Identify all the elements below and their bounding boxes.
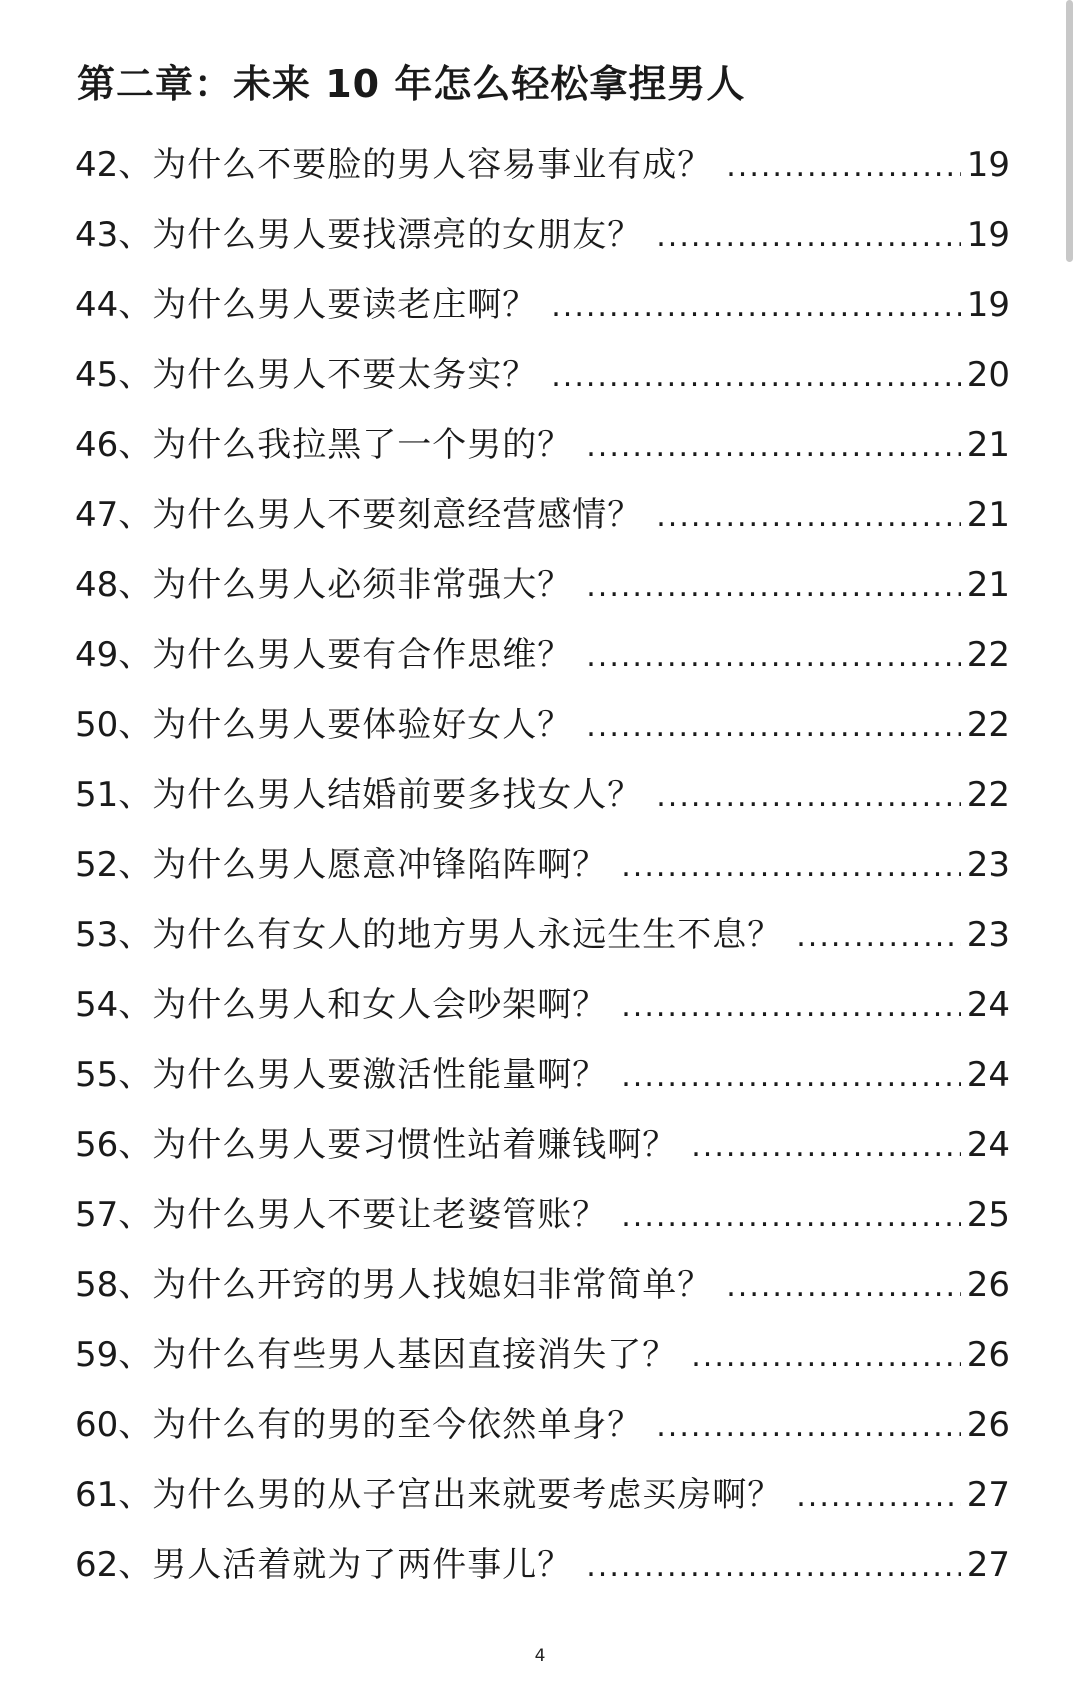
dot-leader <box>656 1392 960 1462</box>
toc-entry-title: 为什么男人愿意冲锋陷阵啊？ <box>152 845 608 885</box>
toc-entry[interactable] <box>75 480 1010 550</box>
toc-entry-page: 21 <box>966 565 1010 605</box>
dot-leader <box>621 832 960 902</box>
toc-entry-number: 54、 <box>75 985 153 1025</box>
toc-entry-title: 为什么男人不要刻意经营感情？ <box>152 495 643 535</box>
toc-entry-number: 55、 <box>75 1055 153 1095</box>
dot-leader <box>726 132 960 202</box>
dot-leader <box>621 1182 960 1252</box>
toc-entry-number: 61、 <box>75 1475 153 1515</box>
toc-entry[interactable] <box>75 1320 1010 1390</box>
toc-entry-number: 52、 <box>75 845 153 885</box>
toc-entry[interactable] <box>75 410 1010 480</box>
toc-entry-title: 为什么男人不要太务实？ <box>152 355 538 395</box>
toc-entry-number: 57、 <box>75 1195 153 1235</box>
dot-leader <box>551 272 960 342</box>
toc-entry-title: 为什么有女人的地方男人永远生生不息？ <box>152 915 783 955</box>
footer-page-number: 4 <box>534 1646 546 1666</box>
toc-entry-number: 53、 <box>75 915 153 955</box>
toc-entry[interactable] <box>75 970 1010 1040</box>
dot-leader <box>586 692 960 762</box>
toc-entry[interactable] <box>75 550 1010 620</box>
toc-entry-title: 为什么有的男的至今依然单身？ <box>152 1405 643 1445</box>
dot-leader <box>691 1112 960 1182</box>
toc-entry[interactable] <box>75 340 1010 410</box>
toc-entry[interactable] <box>75 760 1010 830</box>
toc-entry-title: 为什么男人要找漂亮的女朋友？ <box>152 215 643 255</box>
toc-entry[interactable] <box>75 1390 1010 1460</box>
toc-entry[interactable] <box>75 1110 1010 1180</box>
toc-entry-title: 为什么男人要激活性能量啊？ <box>152 1055 608 1095</box>
toc-entry[interactable] <box>75 1460 1010 1530</box>
dot-leader <box>586 552 960 622</box>
toc-entry[interactable] <box>75 130 1010 200</box>
toc-entry-page: 22 <box>966 635 1010 675</box>
toc-entry-title: 男人活着就为了两件事儿？ <box>152 1545 573 1585</box>
toc-entry-page: 24 <box>966 985 1010 1025</box>
dot-leader <box>586 1532 960 1602</box>
toc-entry-page: 21 <box>966 495 1010 535</box>
toc-entry-number: 60、 <box>75 1405 153 1445</box>
toc-entry-title: 为什么开窍的男人找媳妇非常简单？ <box>152 1265 713 1305</box>
toc-entry-page: 26 <box>966 1405 1010 1445</box>
toc-entry-title: 为什么男人要习惯性站着赚钱啊？ <box>152 1125 678 1165</box>
toc-entry-title: 为什么男的从子宫出来就要考虑买房啊？ <box>152 1475 783 1515</box>
dot-leader <box>726 1252 960 1322</box>
vertical-scrollbar[interactable] <box>1062 0 1076 268</box>
toc-entry-number: 42、 <box>75 145 153 185</box>
toc-entry-page: 20 <box>966 355 1010 395</box>
dot-leader <box>586 622 960 692</box>
toc-entry-page: 26 <box>966 1335 1010 1375</box>
toc-entry-number: 59、 <box>75 1335 153 1375</box>
chapter-title: 第二章：未来 10 年怎么轻松拿捏男人 <box>77 62 746 106</box>
toc-entry-title: 为什么男人不要让老婆管账？ <box>152 1195 608 1235</box>
toc-entry-number: 45、 <box>75 355 153 395</box>
toc-entry-page: 22 <box>966 775 1010 815</box>
toc-entry-number: 43、 <box>75 215 153 255</box>
toc-entry[interactable] <box>75 1530 1010 1600</box>
toc-entry-title: 为什么男人和女人会吵架啊？ <box>152 985 608 1025</box>
toc-entry-title: 为什么男人要体验好女人？ <box>152 705 573 745</box>
dot-leader <box>796 902 960 972</box>
toc-entry-page: 27 <box>966 1475 1010 1515</box>
toc-entry-number: 56、 <box>75 1125 153 1165</box>
table-of-contents <box>75 130 1010 1600</box>
toc-entry-title: 为什么男人要读老庄啊？ <box>152 285 538 325</box>
toc-entry-page: 23 <box>966 845 1010 885</box>
dot-leader <box>691 1322 960 1392</box>
toc-entry-page: 27 <box>966 1545 1010 1585</box>
toc-entry-page: 24 <box>966 1055 1010 1095</box>
dot-leader <box>621 1042 960 1112</box>
dot-leader <box>656 482 960 552</box>
toc-entry-page: 19 <box>966 145 1010 185</box>
toc-entry-page: 22 <box>966 705 1010 745</box>
toc-entry[interactable] <box>75 270 1010 340</box>
toc-entry-title: 为什么有些男人基因直接消失了？ <box>152 1335 678 1375</box>
dot-leader <box>586 412 960 482</box>
toc-entry[interactable] <box>75 900 1010 970</box>
toc-entry-page: 19 <box>966 215 1010 255</box>
toc-entry-number: 62、 <box>75 1545 153 1585</box>
toc-entry-number: 46、 <box>75 425 153 465</box>
toc-entry[interactable] <box>75 830 1010 900</box>
toc-entry-page: 24 <box>966 1125 1010 1165</box>
toc-entry-page: 25 <box>966 1195 1010 1235</box>
dot-leader <box>551 342 960 412</box>
toc-entry-number: 47、 <box>75 495 153 535</box>
toc-entry[interactable] <box>75 1040 1010 1110</box>
toc-entry-title: 为什么我拉黑了一个男的？ <box>152 425 573 465</box>
toc-entry-title: 为什么男人要有合作思维？ <box>152 635 573 675</box>
toc-entry-title: 为什么男人结婚前要多找女人？ <box>152 775 643 815</box>
toc-entry-title: 为什么男人必须非常强大？ <box>152 565 573 605</box>
dot-leader <box>656 202 960 272</box>
toc-entry-number: 51、 <box>75 775 153 815</box>
toc-entry[interactable] <box>75 1180 1010 1250</box>
toc-entry-number: 44、 <box>75 285 153 325</box>
dot-leader <box>656 762 960 832</box>
toc-entry-number: 58、 <box>75 1265 153 1305</box>
scrollbar-thumb[interactable] <box>1066 0 1073 262</box>
toc-entry-page: 23 <box>966 915 1010 955</box>
toc-entry[interactable] <box>75 690 1010 760</box>
toc-entry[interactable] <box>75 1250 1010 1320</box>
dot-leader <box>621 972 960 1042</box>
toc-entry-page: 26 <box>966 1265 1010 1305</box>
toc-entry[interactable] <box>75 200 1010 270</box>
toc-entry-number: 49、 <box>75 635 153 675</box>
toc-entry-page: 19 <box>966 285 1010 325</box>
toc-entry-page: 21 <box>966 425 1010 465</box>
toc-entry-number: 50、 <box>75 705 153 745</box>
dot-leader <box>796 1462 960 1532</box>
toc-entry-number: 48、 <box>75 565 153 605</box>
toc-entry-title: 为什么不要脸的男人容易事业有成？ <box>152 145 713 185</box>
toc-entry[interactable] <box>75 620 1010 690</box>
